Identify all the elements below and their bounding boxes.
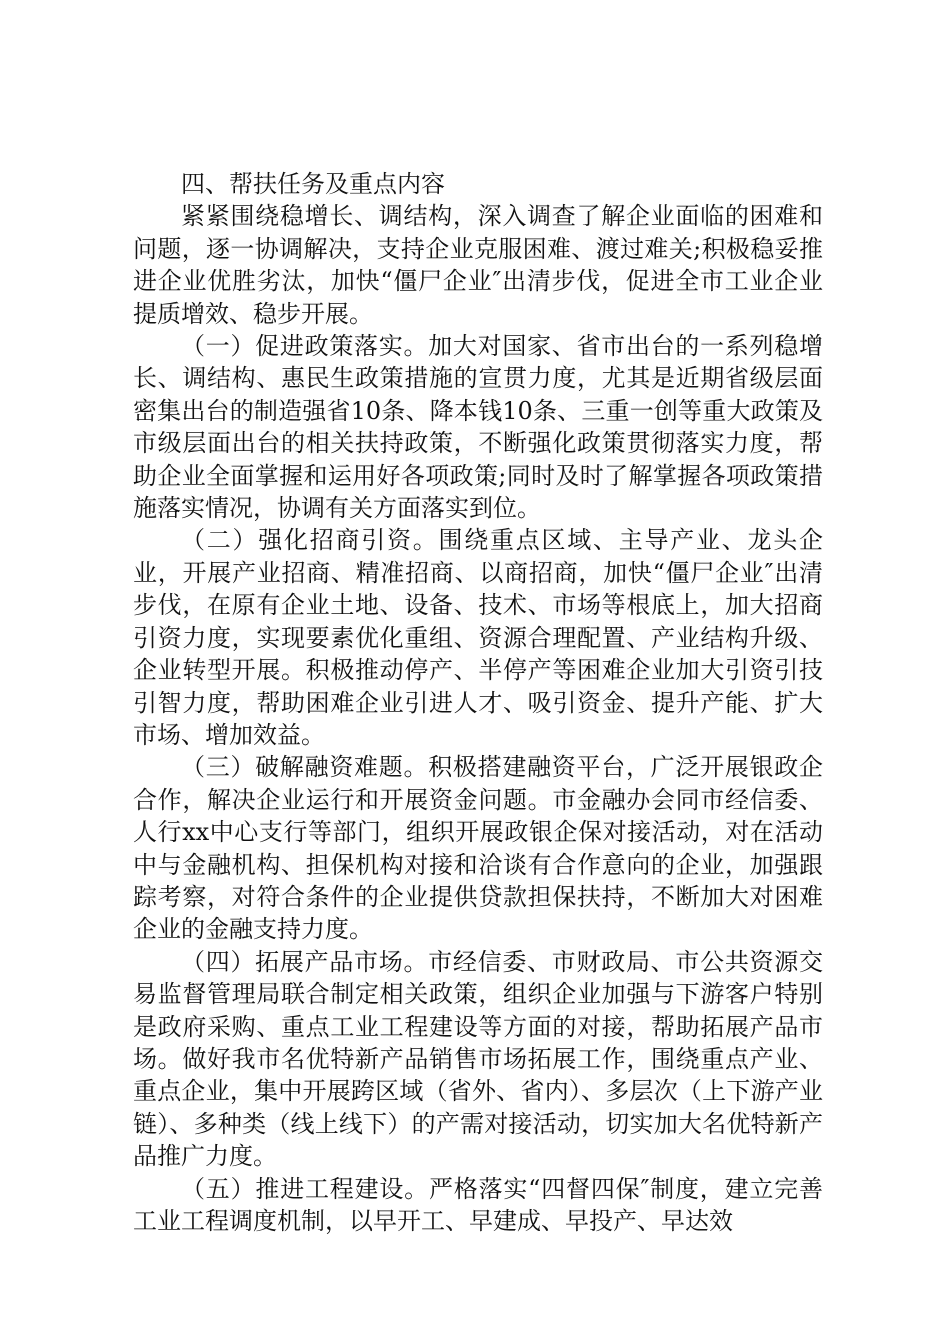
document-body [133,168,823,1237]
paragraph-projects: （五）推进工程建设。严格落实“四督四保″制度，建立完善工业工程调度机制，以早开工、早建成、早投产、早达效 [133,1174,823,1235]
paragraph-policy: （一）促进政策落实。加大对国家、省市出台的一系列稳增长、调结构、惠民生政策措施的宣贯力度，尤其是近期省级层面密集出台的制造强省10条、降本钱10条、三重一创等重大政策及市级层面出台的相关扶持政策，不断强化政策贯彻落实力度，帮助企业全面掌握和运用好各项政策;同时及时了解掌握各项政策措施落实情况，协调有关方面落实到位。 [133,332,823,523]
paragraph-market: （四）拓展产品市场。市经信委、市财政局、市公共资源交易监督管理局联合制定相关政策，组织企业加强与下游客户特别是政府采购、重点工业工程建设等方面的对接，帮助拓展产品市场。做好我市名优特新产品销售市场拓展工作，围绕重点产业、重点企业，集中开展跨区域（省外、省内）、多层次（上下游产业链）、多种类（线上线下）的产需对接活动，切实加大名优特新产品推广力度。 [133,947,823,1171]
paragraph-investment: （二）强化招商引资。围绕重点区域、主导产业、龙头企业，开展产业招商、精准招商、以商招商，加快“僵尸企业″出清步伐，在原有企业土地、设备、技术、市场等根底上，加大招商引资力度，实现要素优化重组、资源合理配置、产业结构升级、企业转型开展。积极推动停产、半停产等困难企业加大引资引技引智力度，帮助困难企业引进人才、吸引资金、提升产能、扩大市场、增加效益。 [133,526,823,749]
paragraph-intro: 紧紧围绕稳增长、调结构，深入调查了解企业面临的困难和问题，逐一协调解决，支持企业克服困难、渡过难关;积极稳妥推进企业优胜劣汰，加快“僵尸企业″出清步伐，促进全市工业企业提质增效、稳步开展。 [133,202,823,328]
paragraph-financing: （三）破解融资难题。积极搭建融资平台，广泛开展银政企合作，解决企业运行和开展资金问题。市金融办会同市经信委、人行xx中心支行等部门，组织开展政银企保对接活动，对在活动中与金融机构、担保机构对接和洽谈有合作意向的企业，加强跟踪考察，对符合条件的企业提供贷款担保扶持，不断加大对困难企业的金融支持力度。 [133,753,823,944]
section-heading: 四、帮扶任务及重点内容 [181,170,445,198]
